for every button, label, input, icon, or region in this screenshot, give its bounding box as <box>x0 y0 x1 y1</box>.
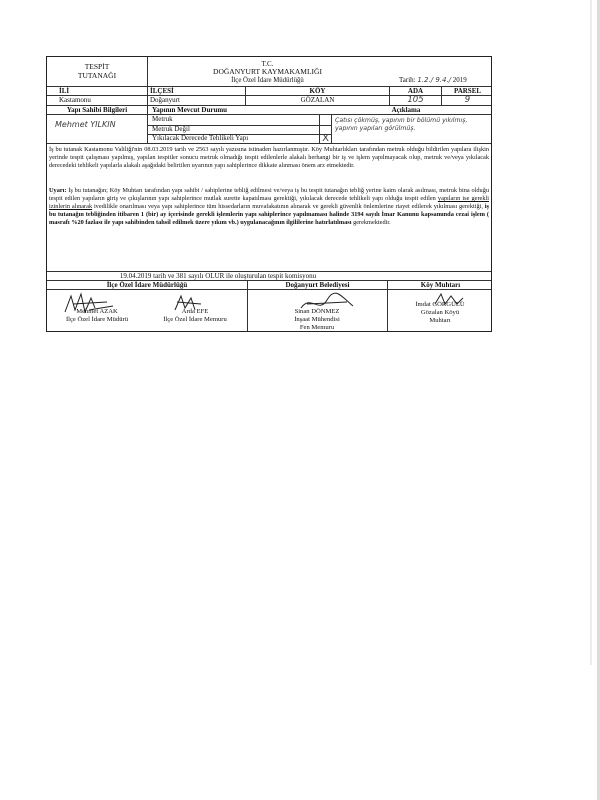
warning-text-bold: iş bu tutanağın tebliğinden itibaren 1 (bir) ay içerisinde gerekli işlemlerin yapı sahiplerince yapılmaması halinde 3194 sayılı İmar Kanunu kapsamında cezai işlem ( masrafı %20 fazlası ile yapı sahibinden tahsil edilmek üzere yıkım vb.) uygulanacağının ilgililerine hatırlatılması <box>49 203 489 226</box>
tc-label: T.C. <box>261 60 274 68</box>
col-il: İLİ <box>59 87 70 95</box>
department-name: İlçe Özel İdare Müdürlüğü <box>231 76 304 84</box>
signer-1-title: İlçe Özel İdare Müdürü <box>65 316 129 323</box>
date-cell <box>387 57 493 86</box>
col-parsel: PARSEL <box>441 87 493 95</box>
value-ilce: Doğanyurt <box>147 96 245 105</box>
authority-cell <box>147 57 387 86</box>
status-options <box>147 115 319 143</box>
check-column <box>319 115 331 143</box>
signer-3-title-1: İnşaat Mühendisi <box>294 316 340 323</box>
option-metruk-label: Metruk <box>152 115 173 123</box>
value-ada: 105 <box>389 96 441 105</box>
text-block-row <box>47 144 491 272</box>
group-belediye: Doğanyurt Belediyesi <box>247 281 387 289</box>
option-metruk-degil-label: Metruk Değil <box>152 124 190 133</box>
official-form <box>46 56 492 332</box>
owner-header: Yapı Sahibi Bilgileri <box>66 106 128 114</box>
option-tehlikeli <box>148 134 319 143</box>
structure-body-row <box>47 115 491 144</box>
signer-3-title-2: Fen Memuru <box>299 324 335 331</box>
commission-row <box>47 272 491 281</box>
option-tehlikeli-label: Yıkılacak Derecede Tehlikeli Yapı <box>152 134 249 142</box>
warning-paragraph <box>49 187 489 227</box>
intro-paragraph: İş bu tutanak Kastamonu Valiliği'nin 08.03.2019 tarih ve 2563 sayılı yazısına istinaden hazırlanmıştır. Köy Muhtarlıkları tarafından metruk olduğu bildirilen yapılara ilişkin yerinde tespit çalışması yapılmış, yapılan tespitler sonucu metruk olmadığı tespit edilenlerle alakalı herhangi bir iş ve işlem yapılmayacak olup, metruk ve/veya yıkılacak derecedeki tehlikeli yapılarla alakalı aşağıdaki belirtilen uyarının yapı sahiplerince dikkate alınması önem arz etmektedir. <box>49 146 489 169</box>
structure-header-row <box>47 106 491 115</box>
commission-text: 19.04.2019 tarih ve 381 sayılı OLUR ile oluşturulan tespit komisyonu <box>119 272 317 280</box>
signer-1-name: Mehmet AZAK <box>76 308 118 315</box>
authority-name: DOĞANYURT KAYMAKAMLIĞI <box>213 67 322 77</box>
col-ada: ADA <box>389 87 441 95</box>
scan-edge-shadow <box>590 0 592 665</box>
col-ilce: İLÇESİ <box>147 87 245 95</box>
warning-text-underlined: yapıların ise gerekli izinlerin alınarak <box>49 195 489 210</box>
date-label: Tarih: <box>399 76 416 84</box>
date-handwritten: 1.2./ 9.4./ <box>417 76 452 84</box>
warning-text-end: gerekmektedir. <box>353 219 391 226</box>
signature-block-1 <box>47 308 147 324</box>
header-row <box>47 57 491 87</box>
form-title-line2: TUTANAĞI <box>77 70 117 80</box>
value-koy: GÖZALAN <box>245 96 389 105</box>
description-handwritten: Çatısı çökmüş, yapının bir bölümü yıkılmış, yapının yapıları görülmüş. <box>331 115 493 143</box>
value-il: Kastamonu <box>59 96 91 104</box>
date-year: 2019 <box>452 76 467 84</box>
warning-text-b: ivedilikle onarılması veya yapı sahiplerince tüm hissedarların muvafakatının alınarak ve gerekli güvenlik önlemlerine riayet edilerek yıkılması gerektiği, <box>93 203 483 210</box>
location-value-row <box>47 96 491 106</box>
form-title-cell <box>47 57 147 86</box>
location-header-row <box>47 87 491 96</box>
warning-text-a: İş bu tutanağın; Köy Muhtarı tarafından yapı sahibi / sahiplerine tebliğ edilmesi ve/veya iş bu tespit tutanağın tebliğ yerine kaim olarak asılması, metruk bina olduğu tespit edilen yapıların giriş ve çıkışlarının yapı sahiplerince mutlak surette kapatılması gerektiği, yıkılacak derecede tehlikeli yapı olduğu tespit edilen <box>49 187 490 202</box>
signer-3-name: Sinan DÖNMEZ <box>294 308 340 315</box>
group-muhtar: Köy Muhtarı <box>387 281 493 289</box>
value-parsel: 9 <box>441 96 493 105</box>
signature-block-3 <box>247 308 387 332</box>
col-koy: KÖY <box>245 87 389 95</box>
checked-mark: X <box>322 133 329 143</box>
group-ozel-idare: İlçe Özel İdare Müdürlüğü <box>106 281 188 289</box>
owner-name: Mehmet YILKIN <box>55 120 116 129</box>
signer-2-title: İlçe Özel İdare Memuru <box>163 316 227 323</box>
signer-4-title-2: Muhtarı <box>429 317 451 324</box>
signature-block-2 <box>143 308 247 324</box>
signatures-row <box>47 290 491 331</box>
signer-4-title-1: Gözalan Köyü <box>420 309 460 316</box>
desc-header: Açıklama <box>391 106 421 114</box>
signer-2-name: Arda EFE <box>181 308 209 315</box>
signer-4-name: İmdat GÖRGÜLÜ <box>415 301 465 308</box>
signature-block-4 <box>387 301 493 325</box>
warning-label: Uyarı: <box>49 187 67 194</box>
form-title-line1: TESPİT <box>84 62 110 71</box>
groups-row <box>47 281 491 290</box>
status-header: Yapının Mevcut Durumu <box>147 106 319 114</box>
